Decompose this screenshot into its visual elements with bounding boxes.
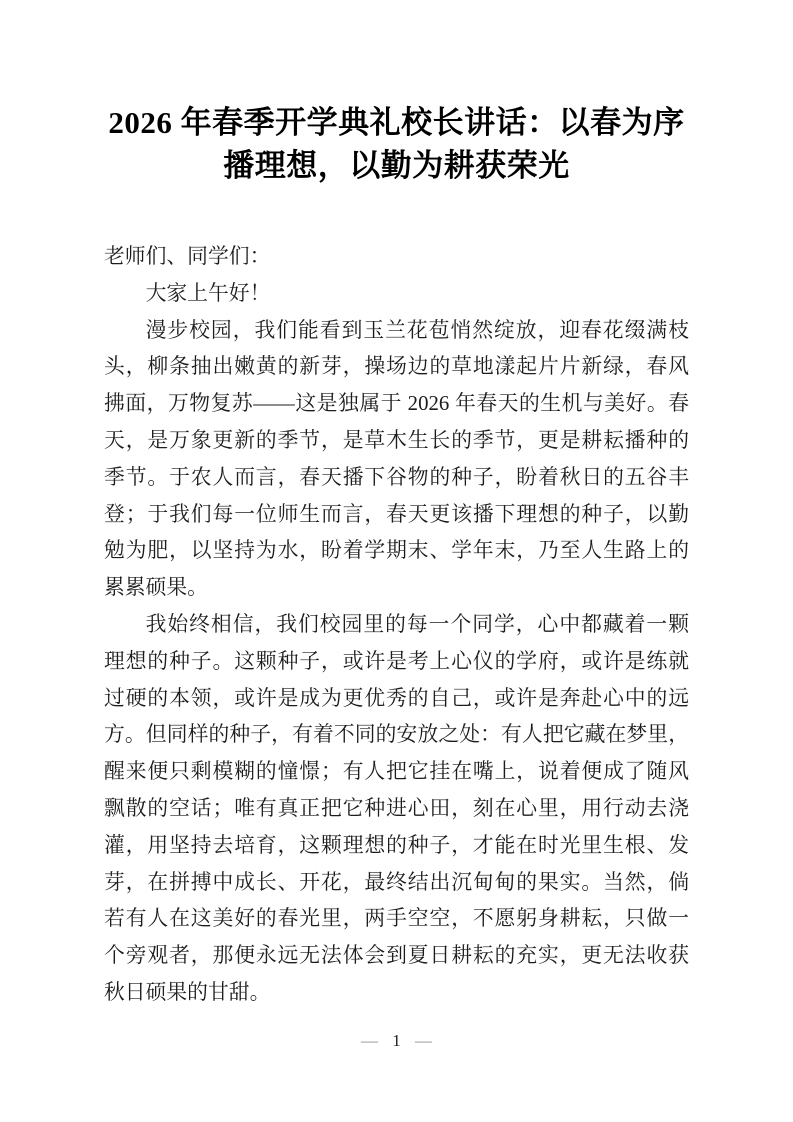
page-footer <box>0 1030 793 1052</box>
body-line: 累累硕果。 <box>104 576 208 600</box>
body-line: 芽，在拼搏中成长、开花，最终结出沉甸甸的果实。当然，倘 <box>104 870 689 894</box>
title-line-2: 播理想，以勤为耕获荣光 <box>223 148 570 183</box>
body-line: 灌，用坚持去培育，这颗理想的种子，才能在时光里生根、发 <box>104 833 689 857</box>
body-line: 方。但同样的种子，有着不同的安放之处：有人把它藏在梦里， <box>104 723 689 747</box>
body-line: 我始终相信，我们校园里的每一个同学，心中都藏着一颗 <box>145 612 689 636</box>
page-number: 1 <box>392 1031 401 1050</box>
body-line: 登；于我们每一位师生而言，春天更该播下理想的种子，以勤 <box>104 502 689 526</box>
body-line: 个旁观者，那便永远无法体会到夏日耕耘的充实，更无法收获 <box>104 944 689 968</box>
body-line: 漫步校园，我们能看到玉兰花苞悄然绽放，迎春花缀满枝 <box>145 318 689 342</box>
body-line: 头，柳条抽出嫩黄的新芽，操场边的草地漾起片片新绿，春风 <box>104 355 689 379</box>
document-title <box>0 101 793 187</box>
body-line: 季节。于农人而言，春天播下谷物的种子，盼着秋日的五谷丰 <box>104 465 689 489</box>
document-body <box>104 239 689 1012</box>
body-line: 拂面，万物复苏——这是独属于 2026 年春天的生机与美好。春 <box>104 392 689 416</box>
body-line: 理想的种子。这颗种子，或许是考上心仪的学府，或许是练就 <box>104 649 689 673</box>
body-line: 飘散的空话；唯有真正把它种进心田，刻在心里，用行动去浇 <box>104 796 689 820</box>
body-line: 勉为肥，以坚持为水，盼着学期末、学年末，乃至人生路上的 <box>104 539 689 563</box>
body-line: 过硬的本领，或许是成为更优秀的自己，或许是奔赴心中的远 <box>104 686 689 710</box>
footer-dash-left: — <box>361 1031 378 1050</box>
body-line-salutation: 老师们、同学们： <box>104 245 271 268</box>
footer-dash-right: — <box>415 1031 432 1050</box>
body-line: 若有人在这美好的春光里，两手空空，不愿躬身耕耘，只做一 <box>104 907 689 931</box>
title-line-1: 2026 年春季开学典礼校长讲话：以春为序 <box>108 105 685 140</box>
body-line: 醒来便只剩模糊的憧憬；有人把它挂在嘴上，说着便成了随风 <box>104 760 689 784</box>
body-line: 秋日硕果的甘甜。 <box>104 980 271 1004</box>
body-line: 天，是万象更新的季节，是草木生长的季节，更是耕耘播种的 <box>104 428 689 452</box>
body-line-greeting: 大家上午好！ <box>145 281 271 305</box>
